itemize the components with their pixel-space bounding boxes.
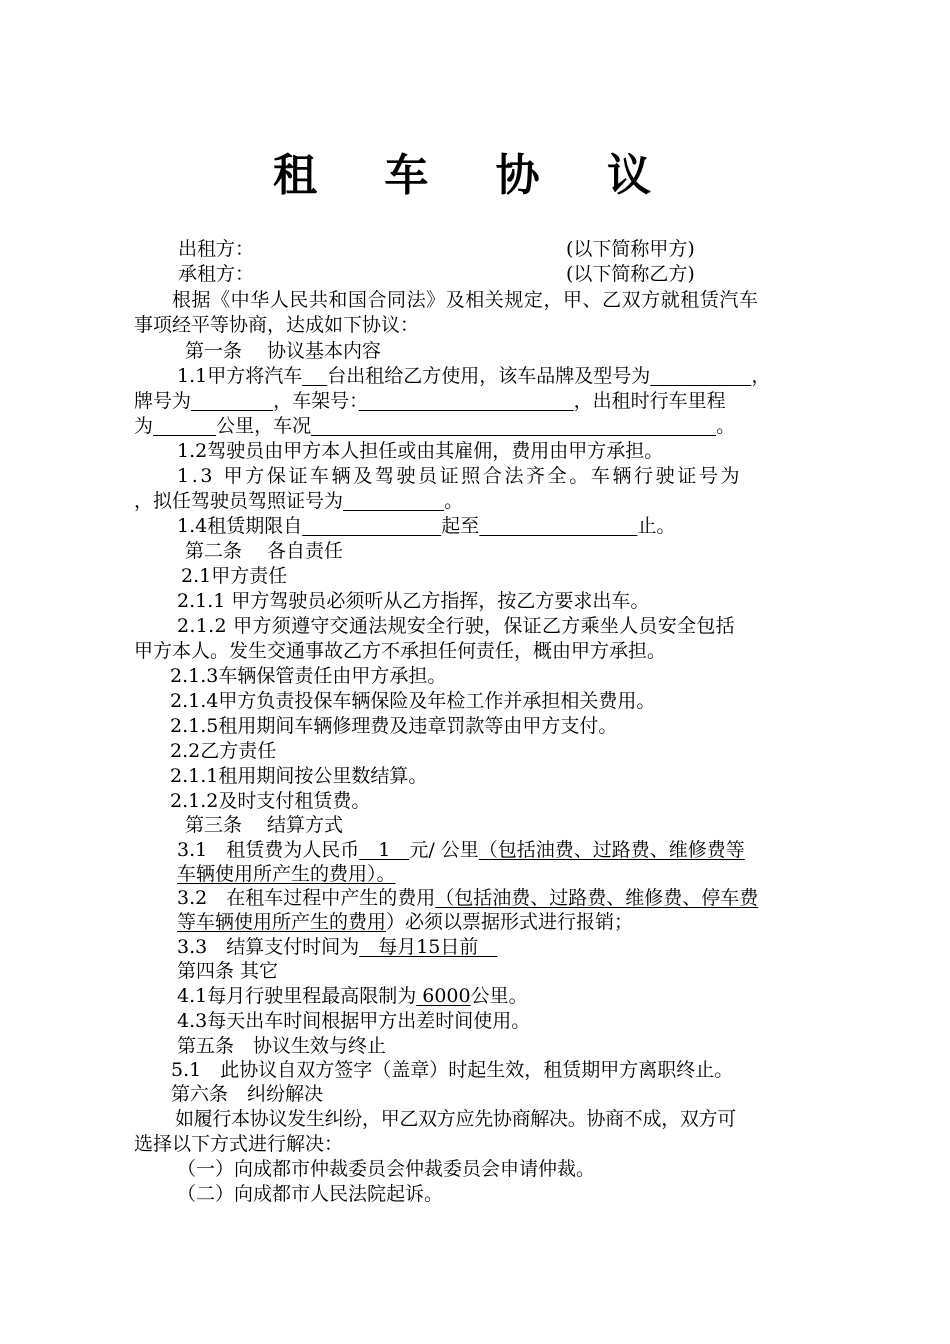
rate-scope: （包括油费、过路费、维修费等 xyxy=(478,839,745,861)
intro-line-1: 根据《中华人民共和国合同法》及相关规定，甲、乙双方就租赁汽车 xyxy=(172,289,759,311)
article-5-heading: 第五条 协议生效与终止 xyxy=(177,1035,387,1057)
clause-3-2-line-1: 3.2 在租车过程中产生的费用（包括油费、过路费、维修费、停车费 xyxy=(177,887,759,909)
article-6-heading: 第六条 纠纷解决 xyxy=(171,1083,324,1105)
clause-1-4: 1.4租赁期限自 起至 止。 xyxy=(177,515,676,537)
clause-4-1: 4.1每月行驶里程最高限制为 6000公里。 xyxy=(177,985,528,1007)
license-number-blank xyxy=(343,490,444,512)
frame-number-blank xyxy=(359,390,574,412)
expense-scope-cont: 等车辆使用所产生的费用 xyxy=(177,911,387,933)
article-1-heading: 第一条 协议基本内容 xyxy=(185,340,382,362)
clause-1-1-line-1: 1.1甲方将汽车 台出租给乙方使用，该车品牌及型号为 ， xyxy=(177,365,771,387)
clause-2-2-2: 2.1.2及时支付租赁费。 xyxy=(170,790,371,812)
section-2-2: 2.2乙方责任 xyxy=(170,740,277,762)
clause-2-2-1: 2.1.1租用期间按公里数结算。 xyxy=(170,765,428,787)
expense-scope: （包括油费、过路费、维修费、停车费 xyxy=(435,887,759,909)
clause-2-1-2-line-2: 甲方本人。发生交通事故乙方不承担任何责任，概由甲方承担。 xyxy=(134,640,667,662)
clause-5-1: 5.1 此协议自双方签字（盖章）时起生效，租赁期甲方离职终止。 xyxy=(171,1059,734,1081)
end-date-blank xyxy=(479,515,637,537)
clause-3-1-line-2 xyxy=(177,862,396,886)
model-blank xyxy=(650,365,751,387)
document-title: 租 车 协 议 xyxy=(273,150,677,201)
clause-3-1-line-1: 3.1 租赁费为人民币 1 元/ 公里（包括油费、过路费、维修费等 xyxy=(177,839,745,861)
clause-1-3-line-1: 1.3 甲方保证车辆及驾驶员证照合法齐全。车辆行驶证号为 xyxy=(177,465,743,487)
mileage-blank xyxy=(153,415,216,437)
clause-2-1-3: 2.1.3车辆保管责任由甲方承担。 xyxy=(170,665,447,687)
intro-line-2: 事项经平等协商，达成如下协议： xyxy=(134,314,420,336)
article-6-line-1: 如履行本协议发生纠纷，甲乙双方应先协商解决。协商不成，双方可 xyxy=(175,1108,737,1130)
clause-1-1-line-3: 为 公里，车况 。 xyxy=(134,415,736,437)
article-6-line-2: 选择以下方式进行解决： xyxy=(134,1133,344,1155)
rate-scope-cont: 车辆使用所产生的费用）。 xyxy=(177,863,396,885)
article-2-heading: 第二条 各自责任 xyxy=(185,540,344,562)
clause-1-1-line-2: 牌号为 ，车架号： ，出租时行车里程 xyxy=(134,390,726,412)
rate-value: 1 xyxy=(359,839,410,861)
vehicle-count-blank xyxy=(302,365,327,387)
clause-2-1-5: 2.1.5租用期间车辆修理费及违章罚款等由甲方支付。 xyxy=(170,715,618,737)
lessee-label: 承租方： xyxy=(178,263,255,285)
plate-blank xyxy=(191,390,273,412)
mileage-limit: 6000 xyxy=(416,985,471,1007)
lessor-label: 出租方： xyxy=(178,238,255,260)
clause-1-2: 1.2驾驶员由甲方本人担任或由其雇佣，费用由甲方承担。 xyxy=(177,440,664,462)
lessee-note: (以下简称乙方) xyxy=(566,263,695,285)
section-2-1: 2.1甲方责任 xyxy=(181,565,288,587)
clause-4-3: 4.3每天出车时间根据甲方出差时间使用。 xyxy=(177,1010,531,1032)
clause-2-1-1: 2.1.1 甲方驾驶员必须听从乙方指挥，按乙方要求出车。 xyxy=(177,590,650,612)
clause-3-3: 3.3 结算支付时间为 每月15日前 xyxy=(177,936,498,958)
clause-2-1-4: 2.1.4甲方负责投保车辆保险及年检工作并承担相关费用。 xyxy=(170,690,656,712)
option-arbitration: （一）向成都市仲裁委员会仲裁委员会申请仲裁。 xyxy=(177,1158,596,1180)
clause-2-1-2-line-1: 2.1.2 甲方须遵守交通法规安全行驶，保证乙方乘坐人员安全包括 xyxy=(177,615,735,637)
article-3-heading: 第三条 结算方式 xyxy=(185,814,344,836)
option-litigation: （二）向成都市人民法院起诉。 xyxy=(177,1183,444,1205)
clause-3-2-line-2: 等车辆使用所产生的费用）必须以票据形式进行报销； xyxy=(177,911,634,933)
start-date-blank xyxy=(302,515,441,537)
clause-1-3-line-2: ，拟任驾驶员驾照证号为 。 xyxy=(134,490,464,512)
article-4-heading: 第四条 其它 xyxy=(177,960,279,982)
lessor-note: (以下简称甲方) xyxy=(566,238,695,260)
condition-blank xyxy=(311,415,716,437)
payment-time: 每月15日前 xyxy=(359,936,498,958)
